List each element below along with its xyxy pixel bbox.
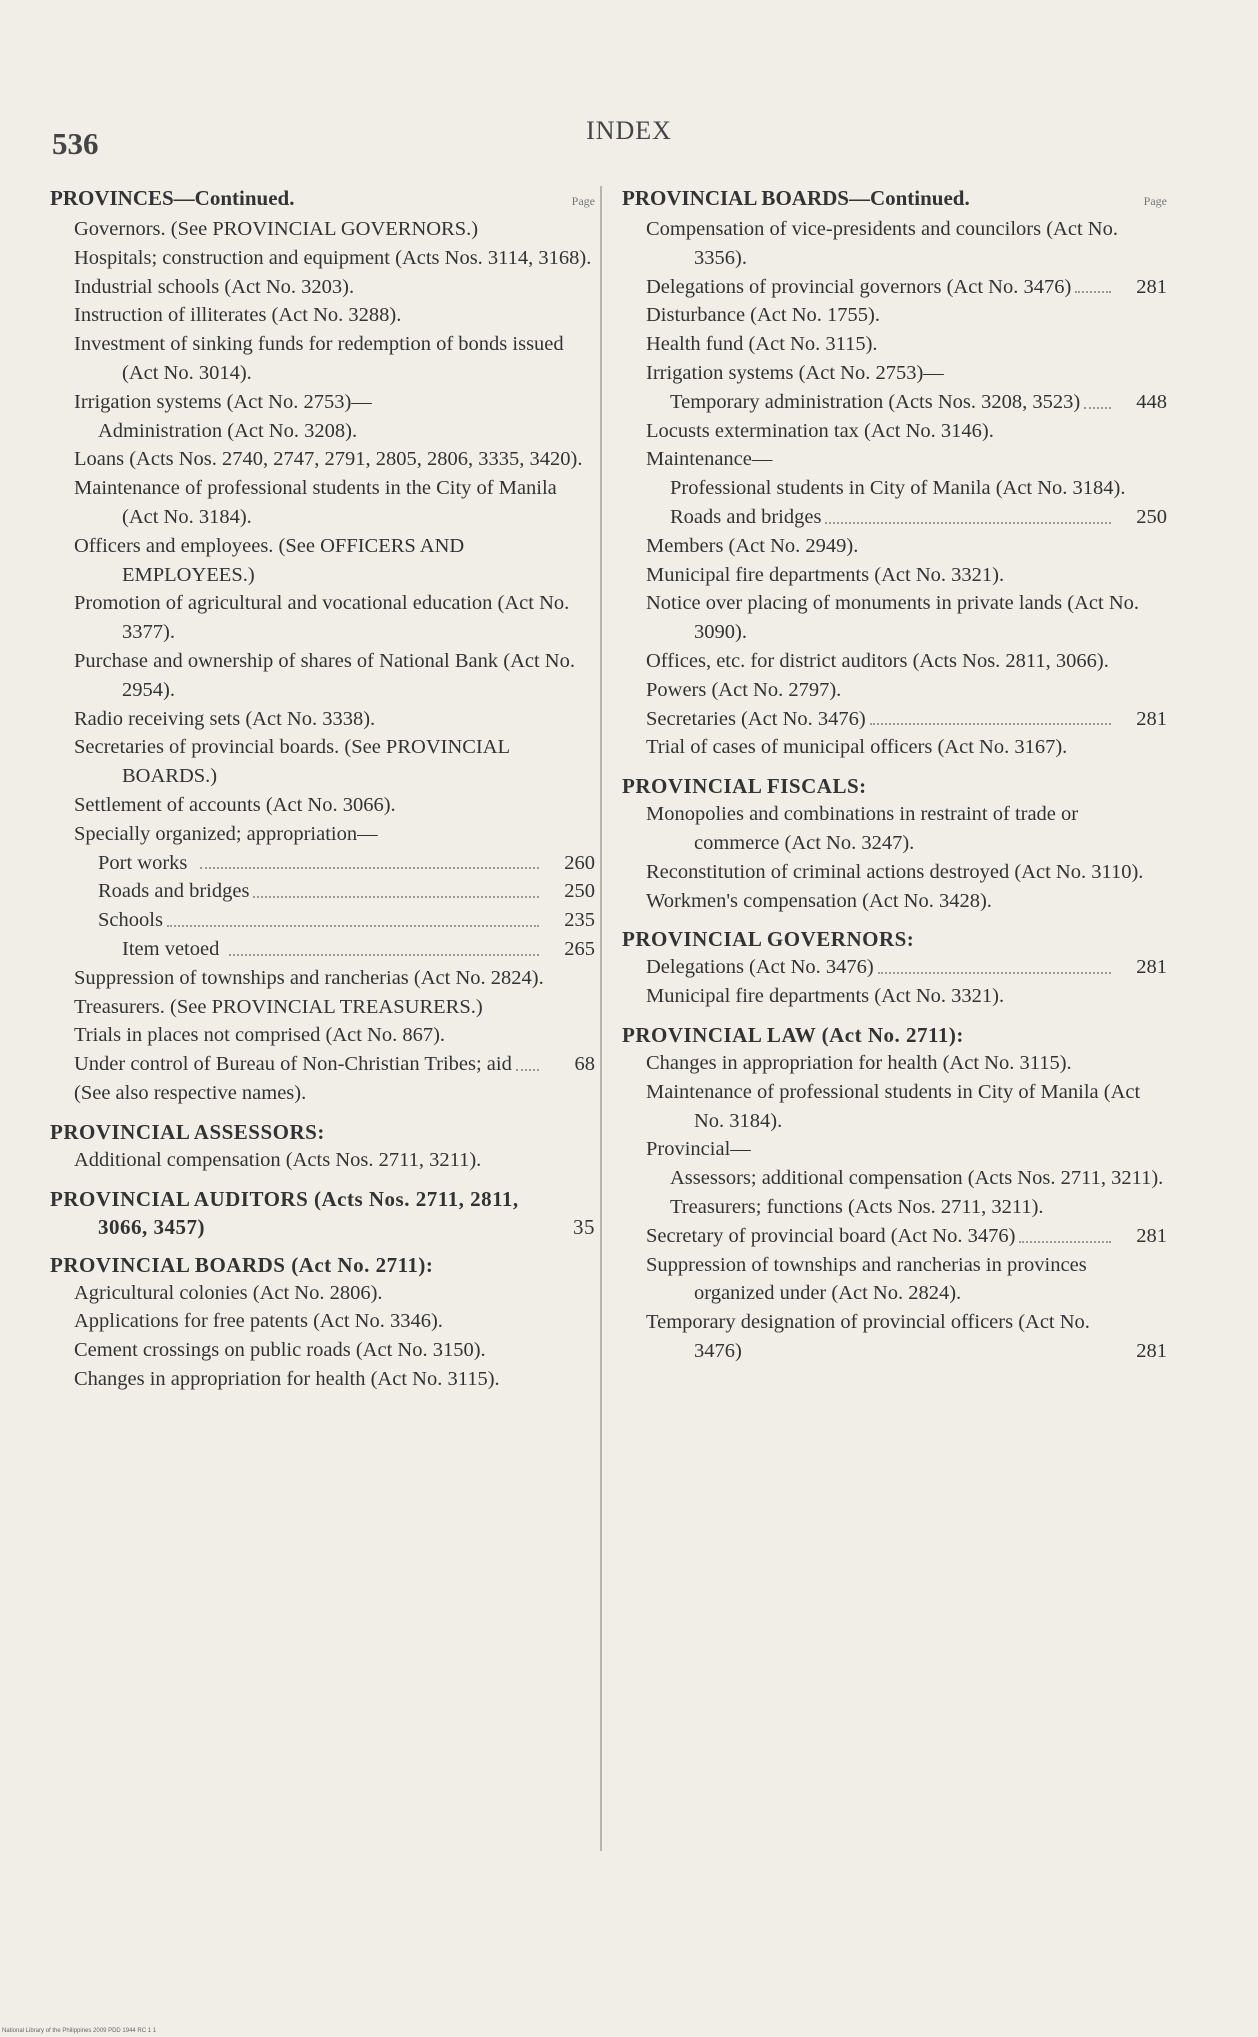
entry-text: Port works	[98, 851, 188, 874]
index-entry	[622, 301, 1167, 330]
entry-text: Locusts extermination tax (Act No. 3146).	[646, 419, 994, 442]
index-entry	[50, 215, 595, 244]
entry-text: Suppression of townships and rancherias in provinces organized under (Act No. 2824).	[646, 1253, 1087, 1305]
dot-leader	[253, 896, 539, 898]
dot-leader	[1084, 407, 1111, 409]
entry-text: Secretaries (Act No. 3476)	[646, 707, 866, 730]
entry-text: Promotion of agricultural and vocational education (Act No. 3377).	[74, 592, 570, 644]
index-entry	[50, 935, 595, 964]
left-column	[50, 186, 595, 1394]
entry-text: Disturbance (Act No. 1755).	[646, 304, 880, 327]
entry-page-number: 448	[1136, 390, 1167, 413]
index-entry	[622, 1135, 1167, 1164]
index-entry	[50, 1279, 595, 1308]
entry-text: Trial of cases of municipal officers (Act No. 3167).	[646, 736, 1068, 759]
entry-text: Schools	[98, 909, 163, 932]
index-entry	[622, 953, 1167, 982]
entry-text: Secretaries of provincial boards. (See PROVINCIAL BOARDS.)	[74, 736, 510, 788]
entry-page-number: 281	[1136, 1339, 1167, 1362]
index-entry	[50, 417, 595, 446]
entry-page-number: 265	[564, 937, 595, 960]
dot-leader	[825, 522, 1111, 524]
dot-leader	[1019, 1241, 1111, 1243]
entry-text: Reconstitution of criminal actions destroyed (Act No. 3110).	[646, 860, 1144, 883]
page-label: Page	[1143, 194, 1167, 208]
entry-text: Suppression of townships and rancherias (Act No. 2824).	[74, 966, 544, 989]
entry-text: Roads and bridges	[670, 505, 822, 528]
entry-text: (See also respective names).	[74, 1081, 307, 1104]
index-entry	[622, 1049, 1167, 1078]
entry-text: Item vetoed	[122, 937, 220, 960]
index-entry	[622, 388, 1167, 417]
index-entry	[50, 820, 595, 849]
index-entry	[622, 647, 1167, 676]
index-entry	[622, 982, 1167, 1011]
entry-page-number: 281	[1136, 707, 1167, 730]
index-entry	[50, 1146, 595, 1175]
entry-page-number: 260	[564, 851, 595, 874]
section-heading	[622, 925, 1167, 953]
index-entry	[50, 877, 595, 906]
page-label: Page	[571, 194, 595, 208]
entry-text: Purchase and ownership of shares of National Bank (Act No. 2954).	[74, 649, 575, 701]
entry-text: Assessors; additional compensation (Acts Nos. 2711, 3211).	[670, 1167, 1164, 1190]
index-entry	[50, 906, 595, 935]
section-heading	[622, 772, 1167, 800]
entry-text: Agricultural colonies (Act No. 2806).	[74, 1281, 383, 1304]
dot-leader	[229, 954, 539, 956]
section-page-number: 35	[573, 1214, 595, 1239]
entry-page-number: 68	[574, 1053, 595, 1076]
index-entry	[50, 1021, 595, 1050]
index-entry	[622, 445, 1167, 474]
entry-text: Secretary of provincial board (Act No. 3476)	[646, 1224, 1016, 1247]
left-column-heading: PROVINCES—Continued.	[50, 186, 295, 210]
index-entry	[50, 1307, 595, 1336]
index-entry	[50, 1336, 595, 1365]
index-entry	[50, 993, 595, 1022]
section-title: PROVINCIAL BOARDS (Act No. 2711):	[50, 1252, 434, 1277]
dot-leader	[878, 972, 1111, 974]
entry-page-number: 281	[1136, 275, 1167, 298]
index-entry	[622, 417, 1167, 446]
dot-leader	[167, 925, 539, 927]
index-entry	[50, 445, 595, 474]
page-title: INDEX	[586, 116, 672, 145]
column-divider	[600, 186, 602, 1851]
right-column-header	[622, 186, 1167, 211]
entry-text: Monopolies and combinations in restraint of trade or commerce (Act No. 3247).	[646, 803, 1079, 854]
index-entry	[622, 1308, 1167, 1366]
index-entry	[622, 589, 1167, 647]
entry-text: Under control of Bureau of Non-Christian Tribes; aid	[74, 1053, 512, 1076]
index-entry	[622, 1222, 1167, 1251]
index-entry	[50, 330, 595, 388]
entry-text: Industrial schools (Act No. 3203).	[74, 275, 355, 298]
index-entry	[622, 705, 1167, 734]
index-entry	[622, 273, 1167, 302]
index-entry	[50, 1079, 595, 1108]
entry-text: Provincial—	[646, 1138, 751, 1161]
index-entry	[50, 589, 595, 647]
entry-text: Investment of sinking funds for redemption of bonds issued (Act No. 3014).	[74, 333, 564, 384]
entry-text: Hospitals; construction and equipment (Acts Nos. 3114, 3168).	[74, 246, 592, 269]
entry-text: Changes in appropriation for health (Act No. 3115).	[646, 1051, 1072, 1074]
entry-text: Temporary designation of provincial officers (Act No. 3476)	[646, 1311, 1090, 1362]
entry-text: Irrigation systems (Act No. 2753)—	[646, 361, 944, 384]
entry-text: Notice over placing of monuments in private lands (Act No. 3090).	[646, 592, 1140, 644]
index-entry	[622, 503, 1167, 532]
entry-text: Delegations (Act No. 3476)	[646, 956, 874, 979]
dot-leader	[516, 1069, 539, 1071]
index-entry	[50, 733, 595, 791]
section-title: PROVINCIAL ASSESSORS:	[50, 1119, 325, 1144]
section-heading	[50, 1251, 595, 1279]
entry-text: Professional students in City of Manila (Act No. 3184).	[670, 477, 1126, 500]
entry-text: Treasurers. (See PROVINCIAL TREASURERS.)	[74, 995, 483, 1018]
index-entry	[50, 849, 595, 878]
entry-page-number: 235	[564, 909, 595, 932]
entry-page-number: 250	[1136, 505, 1167, 528]
index-entry	[50, 791, 595, 820]
index-entry	[50, 273, 595, 302]
section-heading	[622, 1021, 1167, 1049]
index-entry	[50, 964, 595, 993]
entry-text: Radio receiving sets (Act No. 3338).	[74, 707, 376, 730]
section-heading	[50, 1118, 595, 1146]
index-entry	[50, 1365, 595, 1394]
index-entry	[622, 800, 1167, 858]
entry-text: Temporary administration (Acts Nos. 3208, 3523)	[670, 390, 1081, 413]
index-entry	[622, 858, 1167, 887]
entry-text: Changes in appropriation for health (Act No. 3115).	[74, 1367, 500, 1390]
left-column-header	[50, 186, 595, 211]
page-number: 536	[52, 126, 99, 161]
right-column	[622, 186, 1167, 1366]
entry-text: Members (Act No. 2949).	[646, 534, 859, 557]
dot-leader	[870, 723, 1111, 725]
entry-text: Officers and employees. (See OFFICERS AND EMPLOYEES.)	[74, 534, 465, 586]
index-entry	[50, 301, 595, 330]
right-entries	[622, 215, 1167, 1366]
dot-leader	[1075, 291, 1111, 293]
entry-text: Health fund (Act No. 3115).	[646, 333, 878, 356]
section-title: PROVINCIAL LAW (Act No. 2711):	[622, 1022, 964, 1047]
dot-leader	[200, 867, 539, 869]
index-entry	[622, 676, 1167, 705]
entry-text: Maintenance of professional students in City of Manila (Act No. 3184).	[646, 1080, 1141, 1132]
entry-text: Workmen's compensation (Act No. 3428).	[646, 889, 992, 912]
left-entries	[50, 215, 595, 1394]
entry-text: Municipal fire departments (Act No. 3321).	[646, 563, 1005, 586]
index-entry	[622, 887, 1167, 916]
index-entry	[622, 1078, 1167, 1136]
entry-page-number: 281	[1136, 956, 1167, 979]
entry-text: Trials in places not comprised (Act No. 867).	[74, 1024, 446, 1047]
entry-text: Applications for free patents (Act No. 3346).	[74, 1310, 443, 1333]
section-title: PROVINCIAL GOVERNORS:	[622, 927, 915, 952]
index-entry	[622, 532, 1167, 561]
entry-text: Instruction of illiterates (Act No. 3288).	[74, 304, 402, 327]
entry-text: Roads and bridges	[98, 880, 250, 903]
index-entry	[50, 532, 595, 590]
entry-text: Powers (Act No. 2797).	[646, 678, 842, 701]
index-entry	[622, 1251, 1167, 1309]
entry-text: Compensation of vice-presidents and councilors (Act No. 3356).	[646, 218, 1118, 269]
index-entry	[622, 1193, 1167, 1222]
entry-text: Municipal fire departments (Act No. 3321).	[646, 985, 1005, 1008]
entry-text: Additional compensation (Acts Nos. 2711, 3211).	[74, 1148, 482, 1171]
index-entry	[50, 474, 595, 532]
scan-footer: National Library of the Philippines 2009 PDD 1944 RC 1 1	[2, 2028, 157, 2034]
index-entry	[622, 330, 1167, 359]
entry-text: Specially organized; appropriation—	[74, 822, 378, 845]
entry-text: Offices, etc. for district auditors (Acts Nos. 2811, 3066).	[646, 649, 1109, 672]
index-entry	[50, 1050, 595, 1079]
index-entry	[50, 388, 595, 417]
entry-text: Maintenance of professional students in the City of Manila (Act No. 3184).	[74, 477, 557, 528]
index-entry	[622, 561, 1167, 590]
index-entry	[622, 1164, 1167, 1193]
section-heading	[50, 1185, 595, 1241]
index-entry	[622, 215, 1167, 273]
entry-text: Settlement of accounts (Act No. 3066).	[74, 793, 396, 816]
index-entry	[50, 705, 595, 734]
section-title: PROVINCIAL FISCALS:	[622, 774, 867, 799]
entry-text: Governors. (See PROVINCIAL GOVERNORS.)	[74, 218, 479, 240]
entry-text: Cement crossings on public roads (Act No. 3150).	[74, 1339, 486, 1362]
entry-text: Maintenance—	[646, 448, 773, 471]
entry-page-number: 250	[564, 880, 595, 903]
entry-page-number: 281	[1136, 1224, 1167, 1247]
entry-text: Loans (Acts Nos. 2740, 2747, 2791, 2805, 2806, 3335, 3420).	[74, 448, 583, 471]
entry-text: Delegations of provincial governors (Act No. 3476)	[646, 275, 1072, 298]
index-entry	[622, 359, 1167, 388]
index-entry	[622, 733, 1167, 762]
entry-text: Administration (Act No. 3208).	[98, 419, 358, 442]
section-title: PROVINCIAL AUDITORS (Acts Nos. 2711, 2811, 3066, 3457)	[50, 1186, 519, 1239]
index-entry	[622, 474, 1167, 503]
index-entry	[50, 647, 595, 705]
entry-text: Treasurers; functions (Acts Nos. 2711, 3211).	[670, 1195, 1044, 1218]
entry-text: Irrigation systems (Act No. 2753)—	[74, 390, 372, 413]
index-entry	[50, 244, 595, 273]
right-column-heading: PROVINCIAL BOARDS—Continued.	[622, 186, 970, 210]
